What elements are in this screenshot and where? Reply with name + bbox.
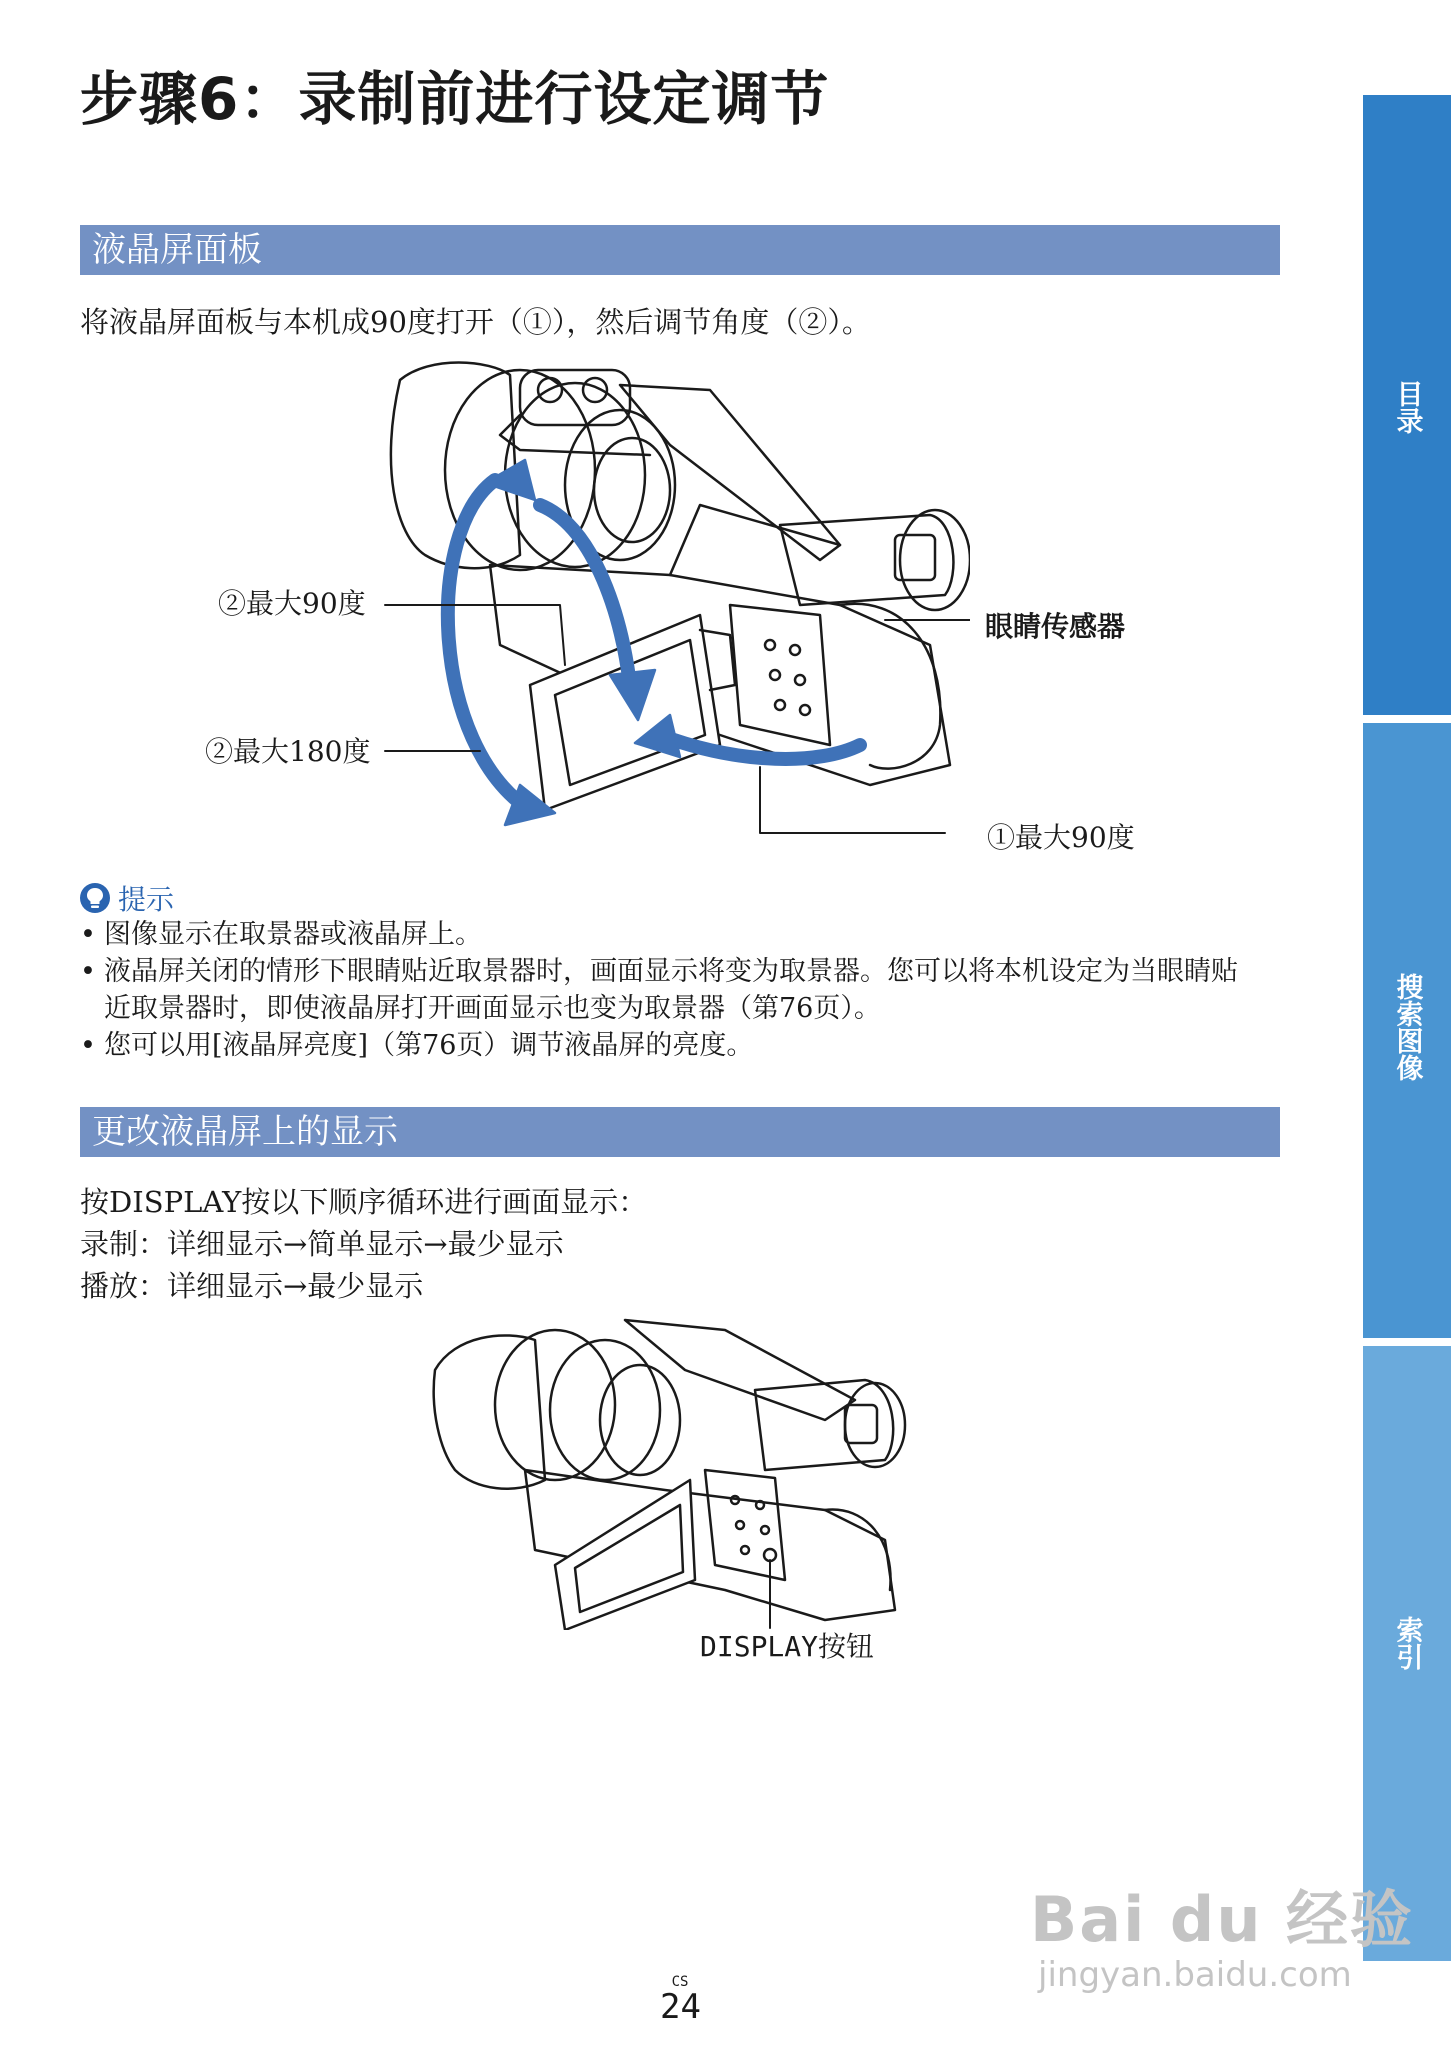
- tab-search-images[interactable]: [1363, 723, 1451, 1338]
- playback-sequence: 播放：详细显示→最少显示: [80, 1269, 424, 1303]
- tab-index[interactable]: [1363, 1346, 1451, 1961]
- section-heading-lcd-panel: 液晶屏面板: [80, 225, 1280, 275]
- callout-max180: ②最大180度: [205, 735, 371, 768]
- tab-contents[interactable]: [1363, 95, 1451, 715]
- callout-max90-open: ①最大90度: [987, 821, 1135, 854]
- tips-heading-label: 提示: [118, 883, 175, 916]
- camcorder-display-figure: [425, 1310, 925, 1630]
- tab-index-label: 索引: [1391, 1616, 1423, 1670]
- language-code: CS: [671, 1974, 689, 1990]
- tip-item: • 您可以用[液晶屏亮度]（第76页）调节液晶屏的亮度。: [80, 1027, 1290, 1064]
- camcorder-lcd-figure: [370, 345, 970, 835]
- display-instruction: 按DISPLAY按以下顺序循环进行画面显示：: [80, 1185, 648, 1219]
- tab-search-images-label: 搜索图像: [1391, 973, 1423, 1081]
- tips-heading: [80, 878, 174, 918]
- baidu-watermark: [1030, 1870, 1414, 1995]
- tip-item: • 图像显示在取景器或液晶屏上。: [80, 916, 1290, 953]
- tab-contents-label: 目录: [1391, 380, 1423, 434]
- page-title: 步骤6：录制前进行设定调节: [80, 65, 830, 133]
- tip-item-continuation: 近取景器时，即使液晶屏打开画面显示也变为取景器（第76页）。: [104, 993, 881, 1024]
- page-footer: [660, 1975, 700, 2025]
- watermark-url: jingyan.baidu.com: [1038, 1955, 1352, 1995]
- callout-display-button: DISPLAY按钮: [700, 1630, 875, 1663]
- tips-list: [80, 916, 1290, 1064]
- record-sequence: 录制：详细显示→简单显示→最少显示: [80, 1227, 564, 1261]
- tip-item: • 液晶屏关闭的情形下眼睛贴近取景器时，画面显示将变为取景器。您可以将本机设定为当眼睛贴: [80, 953, 1290, 990]
- watermark-brand: Bai du 经验: [1030, 1883, 1415, 1956]
- section-heading-change-display: 更改液晶屏上的显示: [80, 1107, 1280, 1157]
- lightbulb-icon: [80, 883, 110, 913]
- page-number: 24: [660, 1987, 701, 2027]
- callout-max90-rotate: ②最大90度: [218, 587, 366, 620]
- lcd-instruction: 将液晶屏面板与本机成90度打开（①），然后调节角度（②）。: [80, 305, 871, 339]
- callout-eye-sensor: 眼睛传感器: [985, 610, 1126, 643]
